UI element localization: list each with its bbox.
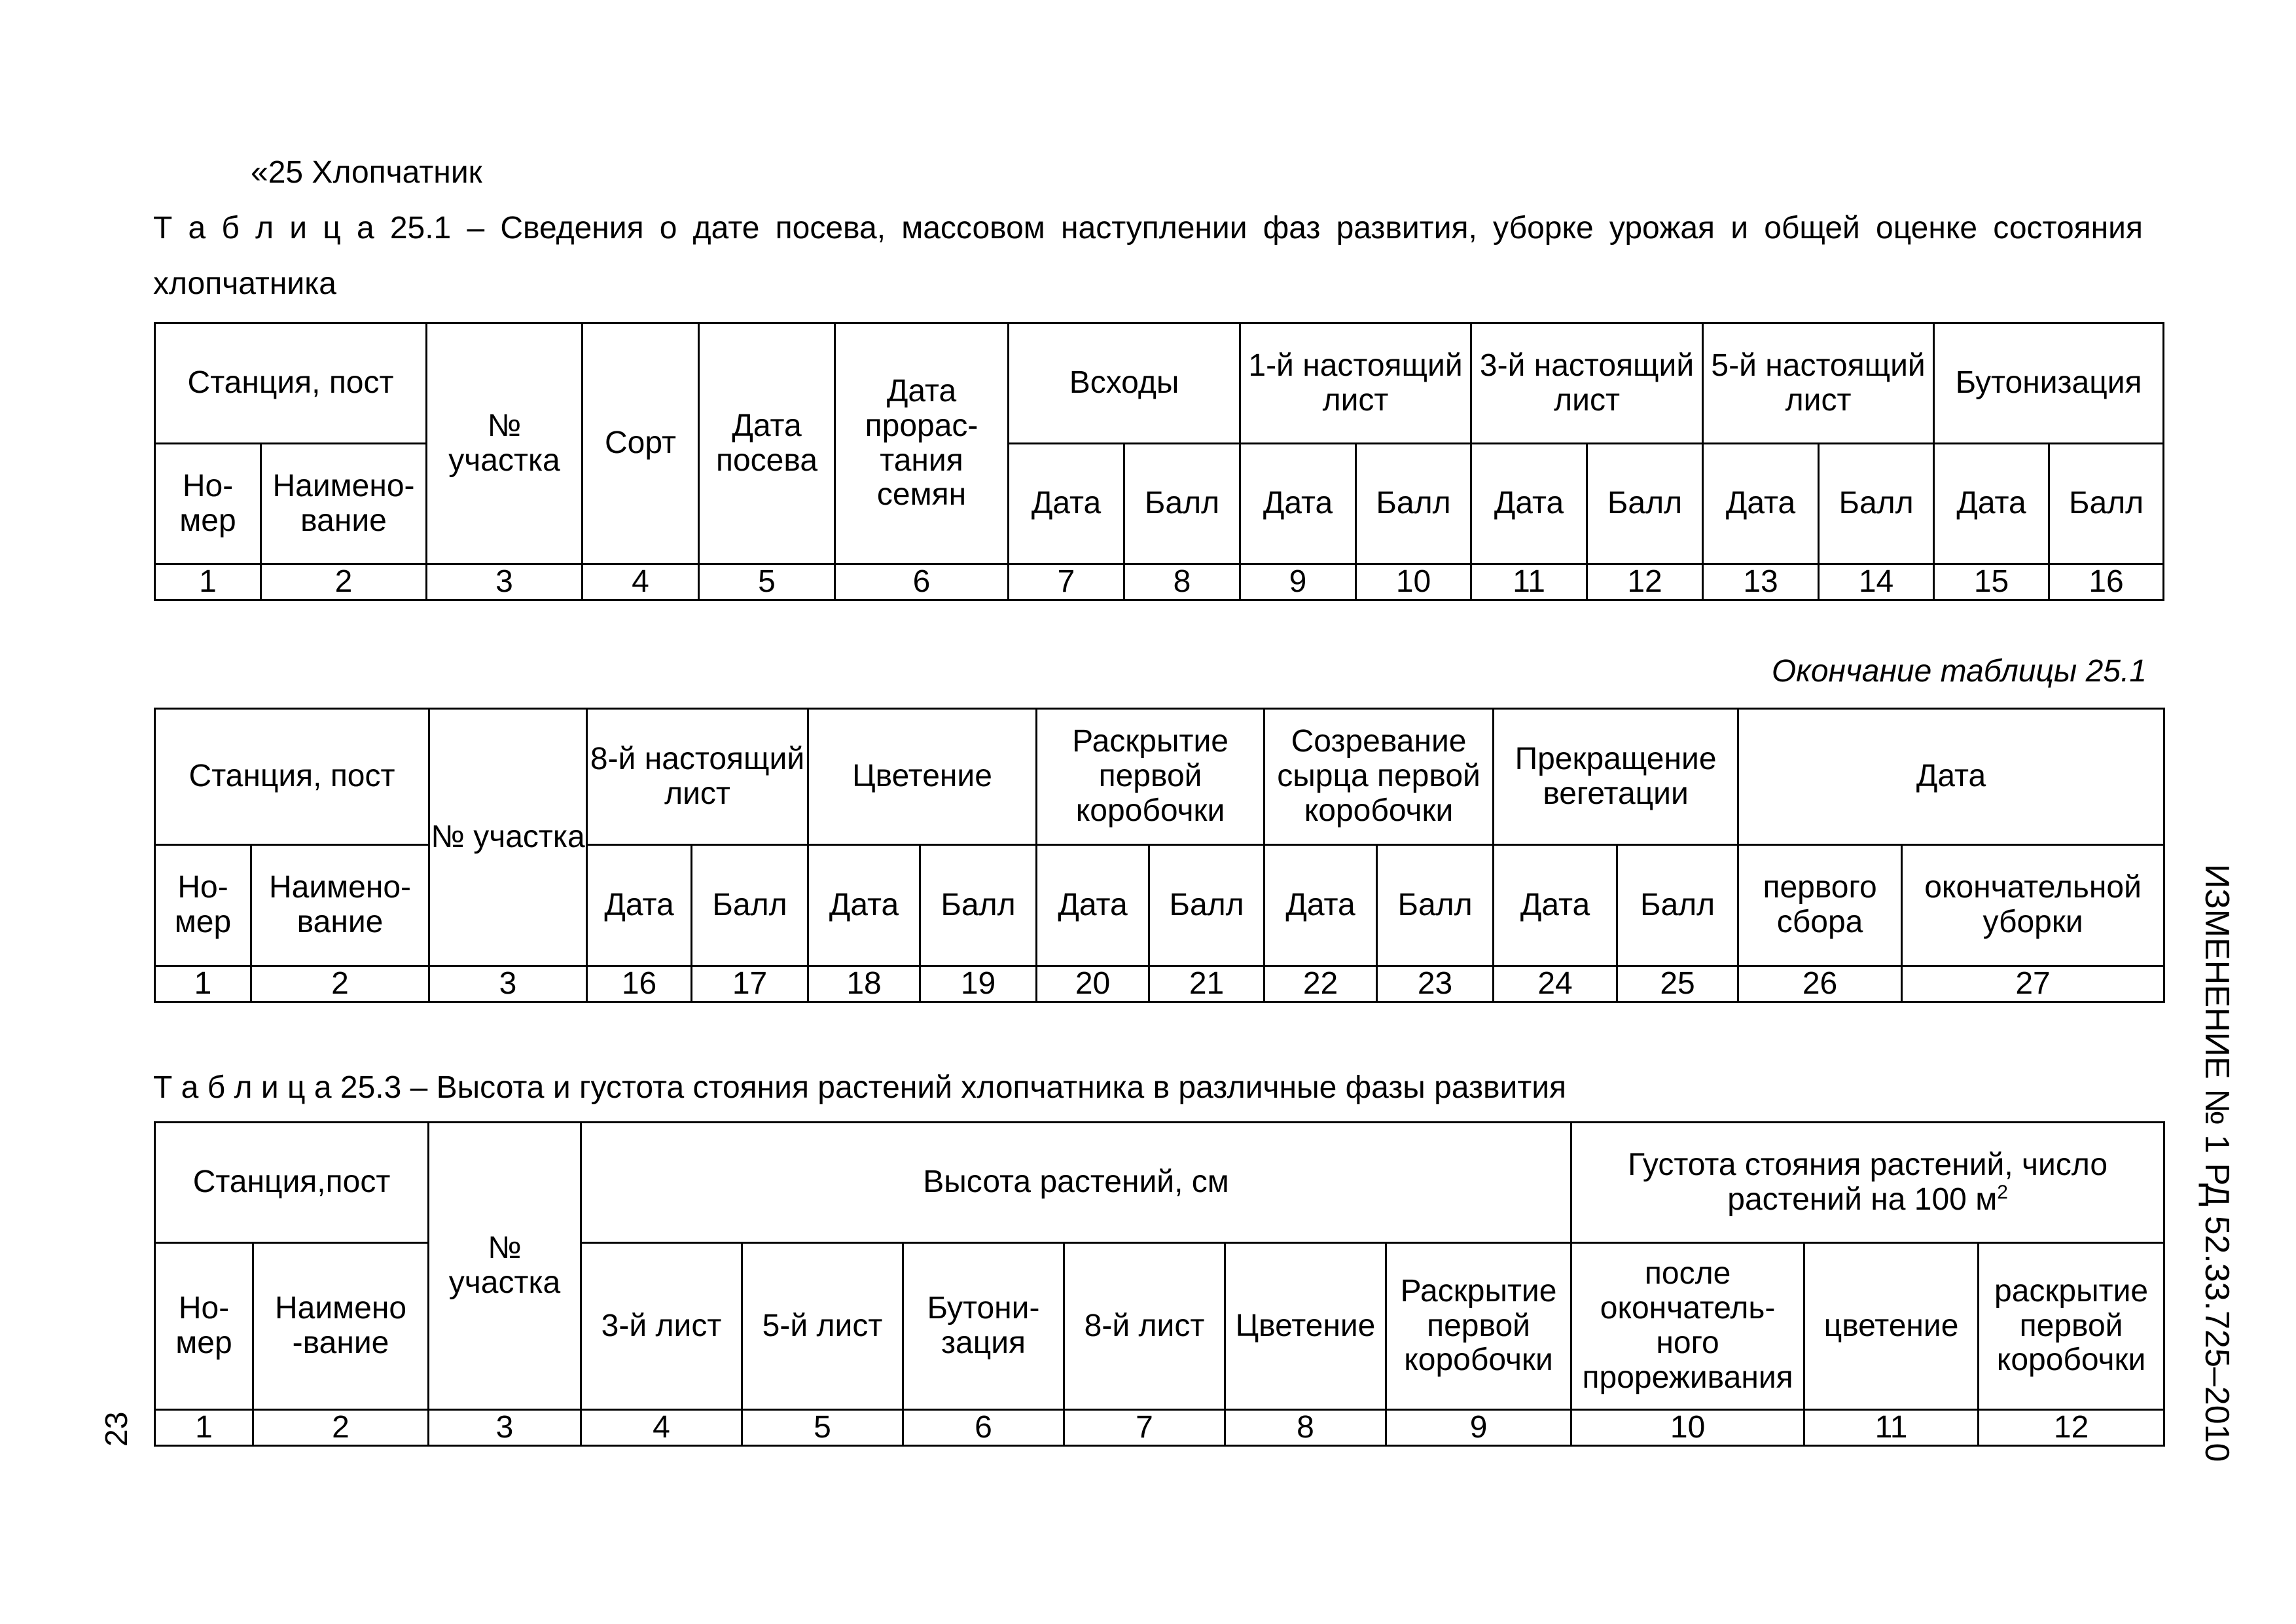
column-number: 16 [2049, 564, 2164, 600]
header-score: Балл [1587, 444, 1703, 564]
column-number: 8 [1124, 564, 1240, 600]
header-date: Дата [1265, 845, 1377, 966]
column-number: 4 [581, 1410, 742, 1446]
header-score: Балл [1377, 845, 1494, 966]
header-shoots: Всходы [1009, 323, 1240, 444]
table-25-1-end-caption: Окончание таблицы 25.1 [1771, 654, 2147, 689]
plant-density-label: Густота стояния растений, число растений на 100 м [1628, 1147, 2108, 1217]
column-number: 2 [253, 1410, 429, 1446]
column-number: 12 [1979, 1410, 2164, 1446]
column-number: 9 [1240, 564, 1356, 600]
header-final-harvest: окончательной уборки [1902, 845, 2164, 966]
column-number: 5 [699, 564, 835, 600]
header-score: Балл [1124, 444, 1240, 564]
header-plant-height: Высота растений, см [581, 1123, 1571, 1243]
header-plot: № участка [429, 709, 587, 966]
header-score: Балл [1149, 845, 1265, 966]
column-number: 13 [1703, 564, 1819, 600]
column-number: 7 [1009, 564, 1124, 600]
header-sowing-date: Дата посева [699, 323, 835, 564]
column-number: 22 [1265, 966, 1377, 1002]
header-germination-date: Дата прорас-тания семян [835, 323, 1009, 564]
column-number: 5 [742, 1410, 903, 1446]
section-title: «25 Хлопчатник [251, 155, 482, 190]
column-number: 11 [1471, 564, 1587, 600]
column-number: 3 [427, 564, 583, 600]
header-plot: № участка [429, 1123, 581, 1410]
column-number: 27 [1902, 966, 2164, 1002]
header-score: Балл [1819, 444, 1934, 564]
header-date: Дата [587, 845, 692, 966]
header-boll-opening-density: раскрытие первой коробочки [1979, 1243, 2164, 1410]
header-name: Наимено -вание [253, 1243, 429, 1410]
column-number: 2 [261, 564, 427, 600]
document-side-header: ИЗМЕНЕНИЕ № 1 РД 52.33.725–2010 [2198, 864, 2236, 1462]
header-vegetation-stop: Прекращение вегетации [1494, 709, 1738, 845]
column-number: 25 [1617, 966, 1738, 1002]
column-number: 1 [155, 1410, 253, 1446]
column-number: 15 [1934, 564, 2049, 600]
table-25-3-caption [153, 1072, 1566, 1104]
header-leaf-8: 8-й настоящий лист [587, 709, 808, 845]
header-flowering: Цветение [808, 709, 1037, 845]
table-25-1-caption-rest: – Сведения о дате посева, массовом наступлении фаз развития, уборке урожая и общей оценке состояния [451, 211, 2143, 245]
column-number: 9 [1386, 1410, 1571, 1446]
column-number: 3 [429, 1410, 581, 1446]
column-number: 23 [1377, 966, 1494, 1002]
header-plot: № участка [427, 323, 583, 564]
header-first-harvest: первого сбора [1738, 845, 1902, 966]
column-number: 14 [1819, 564, 1934, 600]
header-score: Балл [1356, 444, 1471, 564]
table-25-3-caption-rest: – Высота и густота стояния растений хлопчатника в различные фазы развития [401, 1070, 1567, 1105]
header-flowering-density: цветение [1804, 1243, 1979, 1410]
header-leaf-5: 5-й настоящий лист [1703, 323, 1934, 444]
header-date: Дата [1240, 444, 1356, 564]
header-leaf-5: 5-й лист [742, 1243, 903, 1410]
superscript-2: 2 [1997, 1181, 2008, 1203]
table-25-3 [154, 1121, 2165, 1447]
header-date: Дата [1703, 444, 1819, 564]
header-date: Дата [1494, 845, 1617, 966]
column-number: 8 [1225, 1410, 1386, 1446]
header-score: Балл [692, 845, 808, 966]
header-plant-density [1571, 1123, 2164, 1243]
header-name: Наимено-вание [261, 444, 427, 564]
header-date: Дата [1037, 845, 1149, 966]
table-25-1-caption-prefix: Т а б л и ц а 25.1 [153, 211, 452, 245]
header-budding: Бутонизация [1934, 323, 2164, 444]
header-leaf-1: 1-й настоящий лист [1240, 323, 1471, 444]
column-number: 26 [1738, 966, 1902, 1002]
header-after-final-thinning: после окончатель-ного прореживания [1571, 1243, 1804, 1410]
column-number: 6 [903, 1410, 1064, 1446]
column-number: 17 [692, 966, 808, 1002]
column-number: 1 [155, 966, 251, 1002]
column-number: 10 [1571, 1410, 1804, 1446]
header-score: Балл [2049, 444, 2164, 564]
header-date: Дата [808, 845, 920, 966]
column-number: 7 [1064, 1410, 1225, 1446]
header-leaf-8: 8-й лист [1064, 1243, 1225, 1410]
header-flowering: Цветение [1225, 1243, 1386, 1410]
table-25-1 [154, 322, 2164, 601]
header-number: Но-мер [155, 444, 261, 564]
column-number: 20 [1037, 966, 1149, 1002]
header-date: Дата [1471, 444, 1587, 564]
header-boll-opening: Раскрытие первой коробочки [1037, 709, 1265, 845]
column-number: 12 [1587, 564, 1703, 600]
header-number: Но-мер [155, 845, 251, 966]
column-number: 16 [587, 966, 692, 1002]
page-number: 23 [99, 1411, 134, 1447]
column-number: 3 [429, 966, 587, 1002]
table-25-1-caption-line2: хлопчатника [153, 266, 336, 301]
column-number: 21 [1149, 966, 1265, 1002]
header-date-group: Дата [1738, 709, 2164, 845]
header-sort: Сорт [583, 323, 699, 564]
table-25-1-end [154, 708, 2165, 1003]
header-station: Станция, пост [155, 709, 429, 845]
column-number: 19 [920, 966, 1037, 1002]
column-number: 4 [583, 564, 699, 600]
column-number: 24 [1494, 966, 1617, 1002]
header-date: Дата [1934, 444, 2049, 564]
table-25-1-caption [153, 213, 2143, 244]
column-number: 10 [1356, 564, 1471, 600]
column-number: 11 [1804, 1410, 1979, 1446]
header-leaf-3: 3-й лист [581, 1243, 742, 1410]
header-budding: Бутони-зация [903, 1243, 1064, 1410]
header-boll-opening: Раскрытие первой коробочки [1386, 1243, 1571, 1410]
header-station: Станция,пост [155, 1123, 429, 1243]
column-number: 1 [155, 564, 261, 600]
column-number: 6 [835, 564, 1009, 600]
header-raw-cotton-ripening: Созревание сырца первой коробочки [1265, 709, 1494, 845]
header-score: Балл [920, 845, 1037, 966]
header-station: Станция, пост [155, 323, 427, 444]
header-name: Наимено-вание [251, 845, 429, 966]
table-25-3-caption-prefix: Т а б л и ц а 25.3 [153, 1070, 402, 1105]
column-number: 2 [251, 966, 429, 1002]
header-number: Но-мер [155, 1243, 253, 1410]
header-score: Балл [1617, 845, 1738, 966]
header-date: Дата [1009, 444, 1124, 564]
header-leaf-3: 3-й настоящий лист [1471, 323, 1703, 444]
column-number: 18 [808, 966, 920, 1002]
